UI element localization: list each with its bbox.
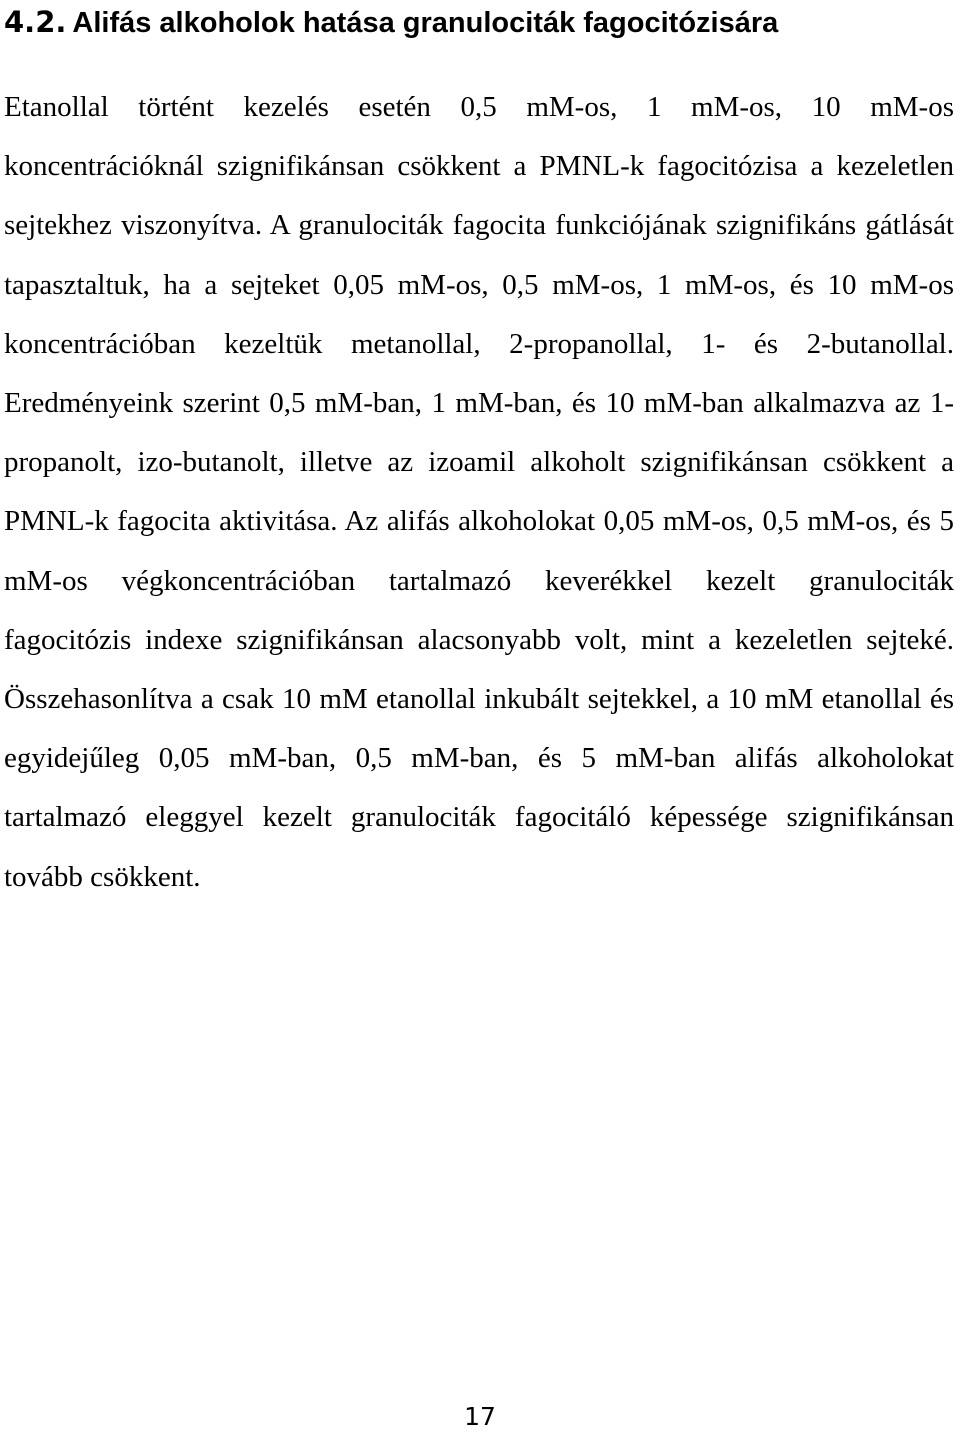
section-title: Alifás alkoholok hatása granulociták fagocitózisára (72, 7, 779, 39)
section-number: 4.2. (4, 5, 67, 39)
section-heading (4, 0, 778, 45)
body-paragraph: Etanollal történt kezelés esetén 0,5 mM-os, 1 mM-os, 10 mM-os koncentrációknál szignifikánsan csökkent a PMNL-k fagocitózisa a kezeletlen sejtekhez viszonyítva. A granulociták fagocita funkciójának szignifikáns gátlását tapasztaltuk, ha a sejteket 0,05 mM-os, 0,5 mM-os, 1 mM-os, és 10 mM-os koncentrációban kezeltük metanollal, 2-propanollal, 1- és 2-butanollal. Eredményeink szerint 0,5 mM-ban, 1 mM-ban, és 10 mM-ban alkalmazva az 1-propanolt, izo-butanolt, illetve az izoamil alkoholt szignifikánsan csökkent a PMNL-k fagocita aktivitása. Az alifás alkoholokat 0,05 mM-os, 0,5 mM-os, és 5 mM-os végkoncentrációban tartalmazó keverékkel kezelt granulociták fagocitózis indexe szignifikánsan alacsonyabb volt, mint a kezeletlen sejteké. Összehasonlítva a csak 10 mM etanollal inkubált sejtekkel, a 10 mM etanollal és egyidejűleg 0,05 mM-ban, 0,5 mM-ban, és 5 mM-ban alifás alkoholokat tartalmazó eleggyel kezelt granulociták fagocitáló képessége szignifikánsan tovább csökkent. (4, 91, 954, 893)
page-number: 17 (464, 1402, 496, 1431)
